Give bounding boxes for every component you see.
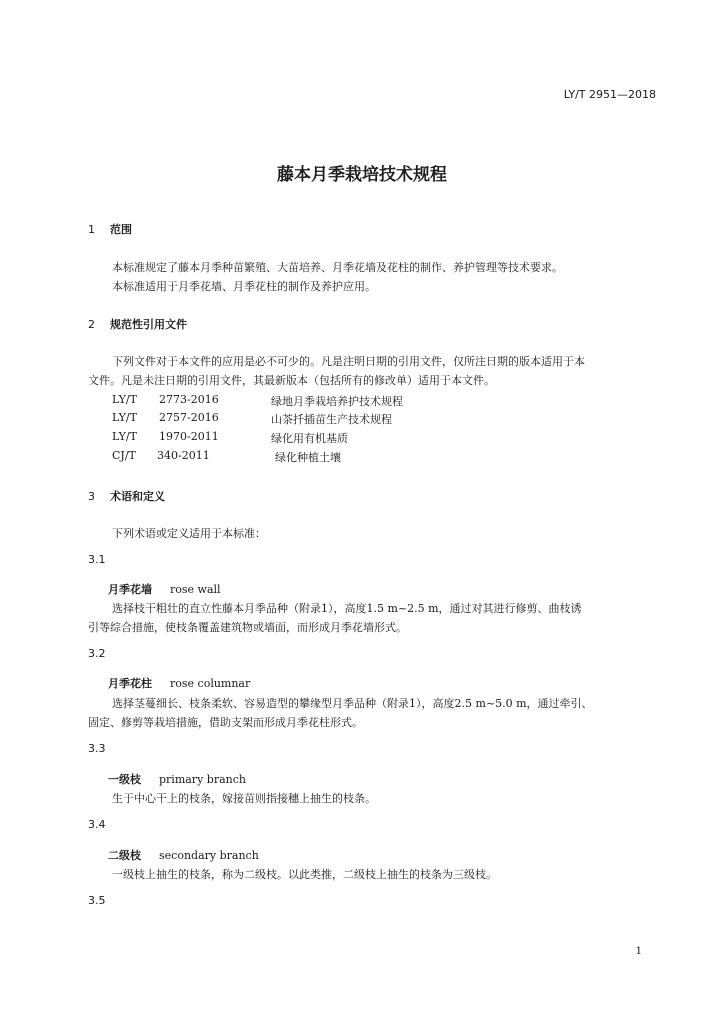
subclause-number: 3.3 [88, 742, 106, 755]
reference-code: CJ/T [112, 449, 136, 462]
reference-title: 绿化种植土壤 [275, 451, 341, 464]
section-number: 2 [88, 318, 95, 331]
term-english: rose wall [170, 583, 221, 596]
page-number: 1 [635, 946, 642, 957]
reference-title: 山茶扦插苗生产技术规程 [271, 413, 392, 426]
section-title: 规范性引用文件 [110, 318, 187, 331]
section-number: 1 [88, 223, 95, 236]
reference-code: LY/T [112, 411, 137, 424]
section-2-heading [88, 316, 187, 332]
term-english: rose columnar [170, 677, 251, 690]
scope-paragraph-1: 本标准规定了藤本月季种苗繁殖、大苗培养、月季花墙及花柱的制作、养护管理等技术要求。 [112, 261, 563, 274]
reference-number: 2757-2016 [159, 411, 219, 424]
section-number: 3 [88, 490, 95, 503]
subclause-number: 3.5 [88, 894, 106, 907]
term-definition-line-1: 一级枝上抽生的枝条，称为二级枝。以此类推，二级枝上抽生的枝条为三级枝。 [112, 868, 497, 881]
term-definition-line-1: 选择枝干粗壮的直立性藤本月季品种（附录1），高度1.5 m~2.5 m，通过对其进行修剪、曲枝诱 [112, 602, 582, 615]
section-title: 范围 [110, 223, 132, 236]
term-english: primary branch [159, 773, 246, 786]
reference-title: 绿化用有机基质 [271, 432, 348, 445]
term-heading [108, 581, 221, 597]
references-intro-line-1: 下列文件对于本文件的应用是必不可少的。凡是注明日期的引用文件，仅所注日期的版本适用于本 [112, 355, 585, 368]
term-heading [108, 847, 259, 863]
term-heading [108, 675, 250, 691]
subclause-number: 3.4 [88, 818, 106, 831]
term-definition-line-2: 固定、修剪等栽培措施，借助支架而形成月季花柱形式。 [88, 716, 363, 729]
term-definition-line-1: 生于中心干上的枝条，嫁接苗则指接穗上抽生的枝条。 [112, 792, 376, 805]
terms-intro: 下列术语或定义适用于本标准： [112, 527, 266, 540]
term-chinese: 一级枝 [108, 773, 141, 786]
section-1-heading [88, 221, 132, 237]
term-heading [108, 771, 246, 787]
reference-code: LY/T [112, 393, 137, 406]
section-3-heading [88, 488, 165, 504]
section-title: 术语和定义 [110, 490, 165, 503]
term-definition-line-1: 选择茎蔓细长、枝条柔软、容易造型的攀缘型月季品种（附录1），高度2.5 m~5.0 m，通过牵引、 [112, 697, 593, 710]
reference-number: 2773-2016 [159, 393, 219, 406]
term-chinese: 二级枝 [108, 849, 141, 862]
standard-code: LY/T 2951—2018 [563, 88, 656, 101]
references-intro-line-2: 文件。凡是未注日期的引用文件，其最新版本（包括所有的修改单）适用于本文件。 [88, 374, 495, 387]
document-title: 藤本月季栽培技术规程 [277, 165, 447, 185]
term-chinese: 月季花柱 [108, 677, 152, 690]
reference-title: 绿地月季栽培养护技术规程 [271, 395, 403, 408]
reference-number: 1970-2011 [159, 430, 219, 443]
reference-code: LY/T [112, 430, 137, 443]
scope-paragraph-2: 本标准适用于月季花墙、月季花柱的制作及养护应用。 [112, 280, 376, 293]
subclause-number: 3.1 [88, 553, 106, 566]
term-english: secondary branch [159, 849, 259, 862]
term-chinese: 月季花墙 [108, 583, 152, 596]
reference-number: 340-2011 [157, 449, 210, 462]
subclause-number: 3.2 [88, 647, 106, 660]
term-definition-line-2: 引等综合措施，使枝条覆盖建筑物或墙面，而形成月季花墙形式。 [88, 621, 407, 634]
